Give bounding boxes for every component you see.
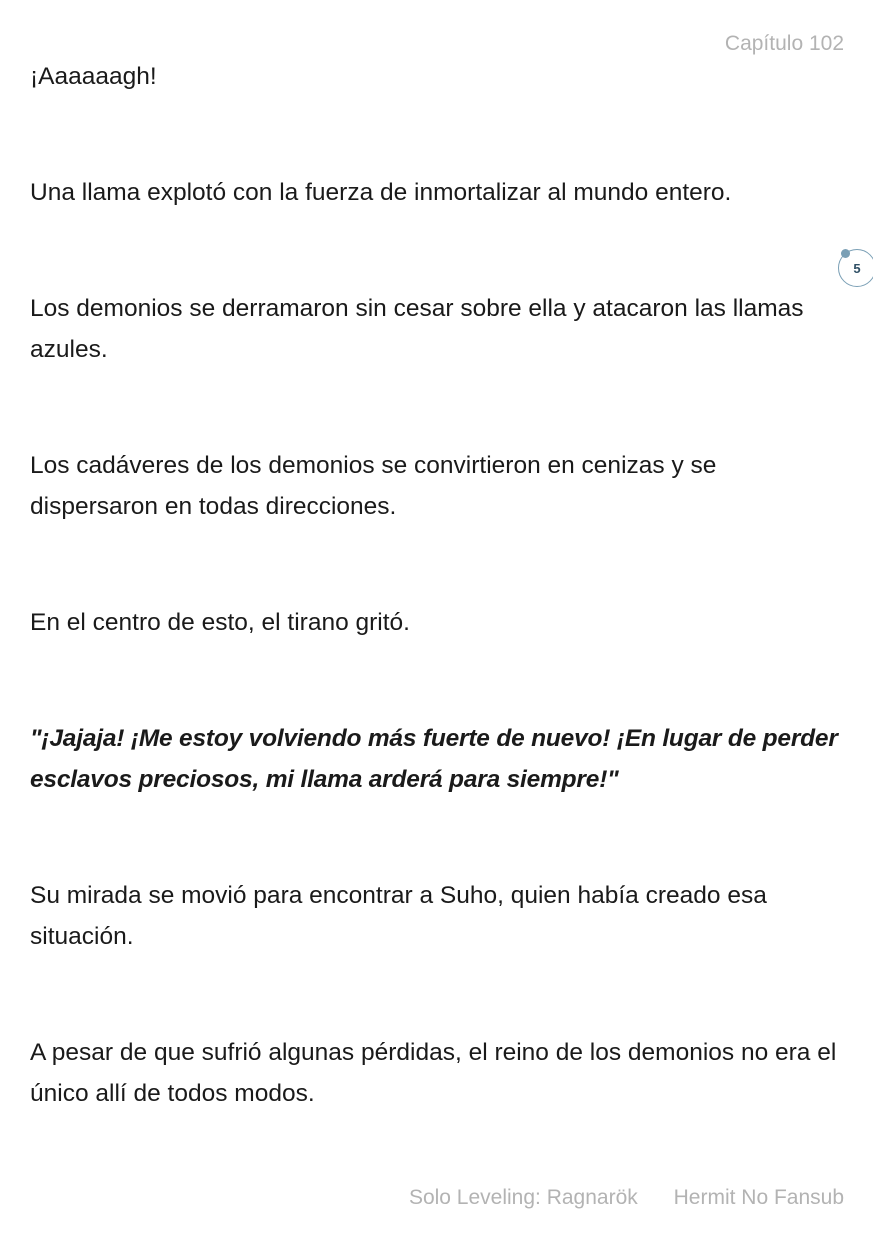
chapter-title: Capítulo 102	[724, 32, 844, 55]
book-title: Solo Leveling: Ragnarök	[408, 1186, 638, 1209]
page-number-badge[interactable]	[838, 249, 873, 287]
progress-dot-icon	[841, 249, 850, 258]
paragraph: Los cadáveres de los demonios se convirtieron en cenizas y se dispersaron en todas direcciones.	[30, 452, 717, 520]
paragraph: Su mirada se movió para encontrar a Suho, quien había creado esa situación.	[30, 882, 767, 950]
page-number: 5	[853, 260, 861, 276]
translator-credit: Hermit No Fansub	[673, 1186, 844, 1209]
chapter-text	[30, 56, 842, 1114]
paragraph: Una llama explotó con la fuerza de inmortalizar al mundo entero.	[30, 179, 732, 206]
footer	[409, 1186, 844, 1210]
paragraph: ¡Aaaaaagh!	[30, 63, 157, 90]
paragraph: Los demonios se derramaron sin cesar sobre ella y atacaron las llamas azules.	[30, 295, 804, 363]
dialogue-paragraph: "¡Jajaja! ¡Me estoy volviendo más fuerte de nuevo! ¡En lugar de perder esclavos preciosos, mi llama arderá para siempre!"	[30, 725, 838, 793]
paragraph: A pesar de que sufrió algunas pérdidas, el reino de los demonios no era el único allí de todos modos.	[30, 1039, 837, 1107]
paragraph: En el centro de esto, el tirano gritó.	[30, 609, 410, 636]
